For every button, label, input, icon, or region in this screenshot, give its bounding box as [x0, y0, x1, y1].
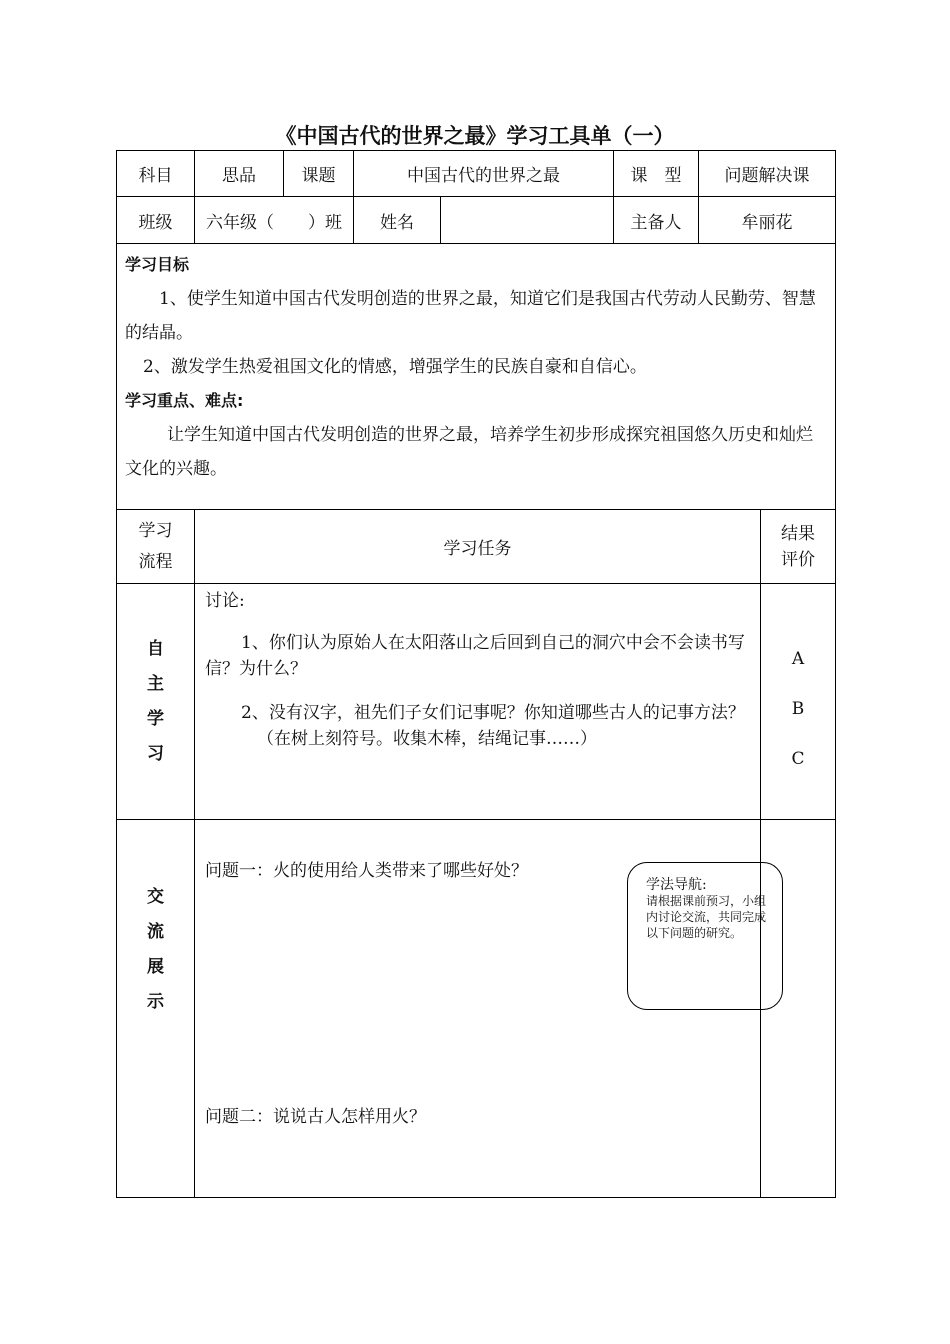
- self-study-label: [117, 584, 195, 820]
- self-study-label-text: 自主学习: [147, 638, 164, 764]
- task-header: 学习任务: [195, 510, 761, 584]
- page-title: 《中国古代的世界之最》学习工具单（一）: [275, 124, 675, 148]
- callout-body: 请根据课前预习，小组内讨论交流，共同完成以下问题的研究。: [646, 894, 767, 940]
- exchange-task: [195, 820, 767, 1198]
- subject-value: 思品: [195, 151, 284, 197]
- discuss-label: 讨论:: [205, 591, 245, 611]
- goals-heading: 学习目标: [125, 255, 190, 274]
- worksheet-table: [116, 150, 836, 1198]
- goal-item-2: 2、激发学生热爱祖国文化的情感，增强学生的民族自豪和自信心。: [143, 357, 647, 377]
- name-label: 姓名: [354, 197, 441, 244]
- grade-c: C: [791, 749, 805, 769]
- subject-label: 科目: [117, 151, 195, 197]
- exchange-q2: 问题二：说说古人怎样用火？: [205, 1107, 426, 1127]
- exchange-q1: 问题一：火的使用给人类带来了哪些好处？: [205, 861, 528, 881]
- preparer-label: 主备人: [614, 197, 699, 244]
- callout-title: 学法导航:: [646, 877, 707, 893]
- process-header: [117, 510, 195, 584]
- goal-item-1: 1、使学生知道中国古代发明创造的世界之最，知道它们是我国古代劳动人民勤劳、智慧的结晶。: [125, 289, 816, 343]
- exchange-label: [117, 820, 195, 1198]
- self-study-q2: 2、没有汉字，祖先们子女们记事呢？你知道哪些古人的记事方法？: [241, 703, 745, 723]
- self-study-task: [195, 584, 761, 820]
- goals-section: [117, 244, 836, 510]
- focus-text: 让学生知道中国古代发明创造的世界之最，培养学生初步形成探究祖国悠久历史和灿烂文化的兴趣。: [125, 425, 813, 479]
- result-header-text: 结果评价: [781, 523, 815, 570]
- result-header: [761, 510, 836, 584]
- class-label: 班级: [117, 197, 195, 244]
- focus-heading: 学习重点、难点:: [125, 391, 244, 410]
- study-tip-callout: [627, 862, 783, 1010]
- grade-b: B: [791, 699, 805, 719]
- name-value: [441, 197, 614, 244]
- self-study-q1: 1、你们认为原始人在太阳落山之后回到自己的洞穴中会不会读书写信？为什么？: [205, 633, 745, 679]
- grade-a: A: [791, 649, 805, 669]
- grade-options: [761, 584, 836, 820]
- topic-label: 课题: [284, 151, 354, 197]
- exchange-label-text: 交流展示: [147, 887, 164, 1012]
- self-study-hint: （在树上刻符号。收集木棒，结绳记事……）: [257, 729, 597, 749]
- topic-value: 中国古代的世界之最: [354, 151, 614, 197]
- process-header-text: 学习流程: [138, 520, 173, 572]
- preparer-value: 牟丽花: [699, 197, 836, 244]
- type-value: 问题解决课: [699, 151, 836, 197]
- type-label: 课 型: [614, 151, 699, 197]
- class-value: 六年级（ ）班: [195, 197, 354, 244]
